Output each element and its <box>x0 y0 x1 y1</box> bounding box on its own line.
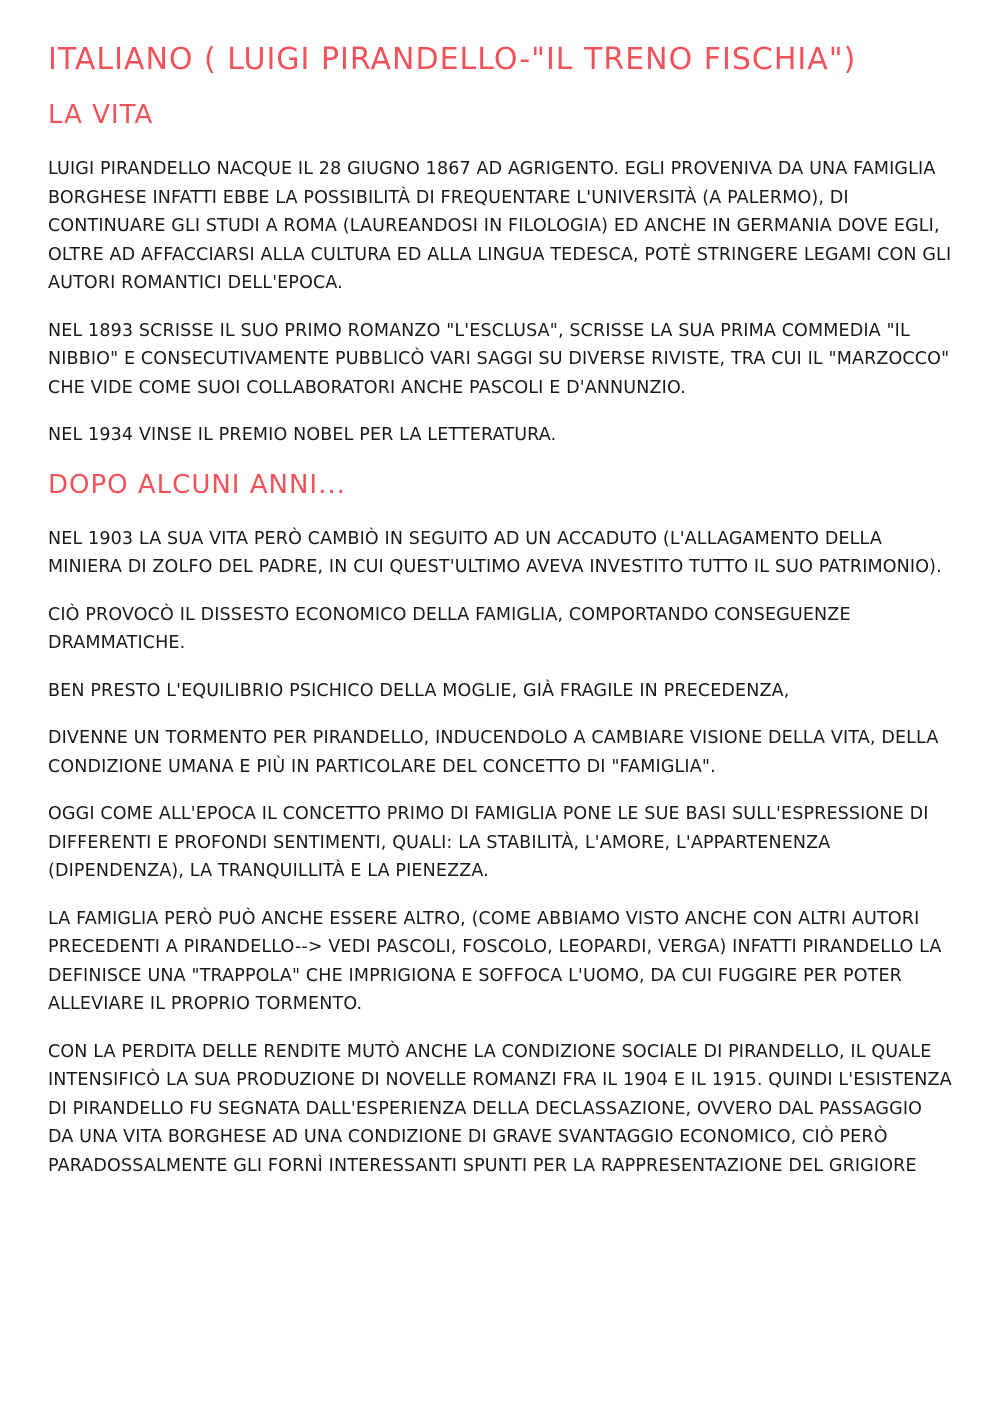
section-heading: LA VITA <box>48 100 154 130</box>
section-dopo-alcuni-anni <box>48 470 953 1181</box>
paragraph: DIVENNE UN TORMENTO PER PIRANDELLO, INDUCENDOLO A CAMBIARE VISIONE DELLA VITA, DELLA CONDIZIONE UMANA E PIÙ IN PARTICOLARE DEL CONCETTO DI "FAMIGLIA". <box>48 728 939 777</box>
paragraph: OGGI COME ALL'EPOCA IL CONCETTO PRIMO DI FAMIGLIA PONE LE SUE BASI SULL'ESPRESSIONE DI DIFFERENTI E PROFONDI SENTIMENTI, QUALI: LA STABILITÀ, L'AMORE, L'APPARTENENZA (DIPENDENZA), LA TRANQUILLITÀ E LA PIENEZZA. <box>48 804 929 882</box>
paragraph: CIÒ PROVOCÒ IL DISSESTO ECONOMICO DELLA FAMIGLIA, COMPORTANDO CONSEGUENZE DRAMMATICHE. <box>48 604 851 654</box>
paragraph: LUIGI PIRANDELLO NACQUE IL 28 GIUGNO 1867 AD AGRIGENTO. EGLI PROVENIVA DA UNA FAMIGLIA BORGHESE INFATTI EBBE LA POSSIBILITÀ DI FREQUENTARE L'UNIVERSITÀ (A PALERMO), DI CONTINUARE GLI STUDI A ROMA (LAUREANDOSI IN FILOLOGIA) ED ANCHE IN GERMANIA DOVE EGLI, OLTRE AD AFFACCIARSI ALLA CULTURA ED ALLA LINGUA TEDESCA, POTÈ STRINGERE LEGAMI CON GLI AUTORI ROMANTICI DELL'EPOCA. <box>48 159 952 294</box>
paragraph: CON LA PERDITA DELLE RENDITE MUTÒ ANCHE LA CONDIZIONE SOCIALE DI PIRANDELLO, IL QUALE INTENSIFICÒ LA SUA PRODUZIONE DI NOVELLE ROMANZI FRA IL 1904 E IL 1915. QUINDI L'ESISTENZA DI PIRANDELLO FU SEGNATA DALL'ESPERIENZA DELLA DECLASSAZIONE, OVVERO DAL PASSAGGIO DA UNA VITA BORGHESE AD UNA CONDIZIONE DI GRAVE SVANTAGGIO ECONOMICO, CIÒ PERÒ PARADOSSALMENTE GLI FORNÌ INTERESSANTI SPUNTI PER LA RAPPRESENTAZIONE DEL GRIGIORE <box>48 1041 952 1176</box>
paragraph: NEL 1934 VINSE IL PREMIO NOBEL PER LA LETTERATURA. <box>48 425 557 446</box>
paragraph: NEL 1903 LA SUA VITA PERÒ CAMBIÒ IN SEGUITO AD UN ACCADUTO (L'ALLAGAMENTO DELLA MINIERA DI ZOLFO DEL PADRE, IN CUI QUEST'ULTIMO AVEVA INVESTITO TUTTO IL SUO PATRIMONIO). <box>48 528 942 578</box>
paragraph: NEL 1893 SCRISSE IL SUO PRIMO ROMANZO "L'ESCLUSA", SCRISSE LA SUA PRIMA COMMEDIA "IL NIBBIO" E CONSECUTIVAMENTE PUBBLICÒ VARI SAGGI SU DIVERSE RIVISTE, TRA CUI IL "MARZOCCO" CHE VIDE COME SUOI COLLABORATORI ANCHE PASCOLI E D'ANNUNZIO. <box>48 320 950 398</box>
page-title: ITALIANO ( LUIGI PIRANDELLO-"IL TRENO FISCHIA") <box>48 42 857 77</box>
paragraph: LA FAMIGLIA PERÒ PUÒ ANCHE ESSERE ALTRO, (COME ABBIAMO VISTO ANCHE CON ALTRI AUTORI PRECEDENTI A PIRANDELLO--> VEDI PASCOLI, FOSCOLO, LEOPARDI, VERGA) INFATTI PIRANDELLO LA DEFINISCE UNA "TRAPPOLA" CHE IMPRIGIONA E SOFFOCA L'UOMO, DA CUI FUGGIRE PER POTER ALLEVIARE IL PROPRIO TORMENTO. <box>48 908 942 1015</box>
document-page <box>48 30 953 1199</box>
paragraph: BEN PRESTO L'EQUILIBRIO PSICHICO DELLA MOGLIE, GIÀ FRAGILE IN PRECEDENZA, <box>48 680 790 701</box>
section-heading: DOPO ALCUNI ANNI... <box>48 469 346 500</box>
section-la-vita <box>48 100 953 450</box>
